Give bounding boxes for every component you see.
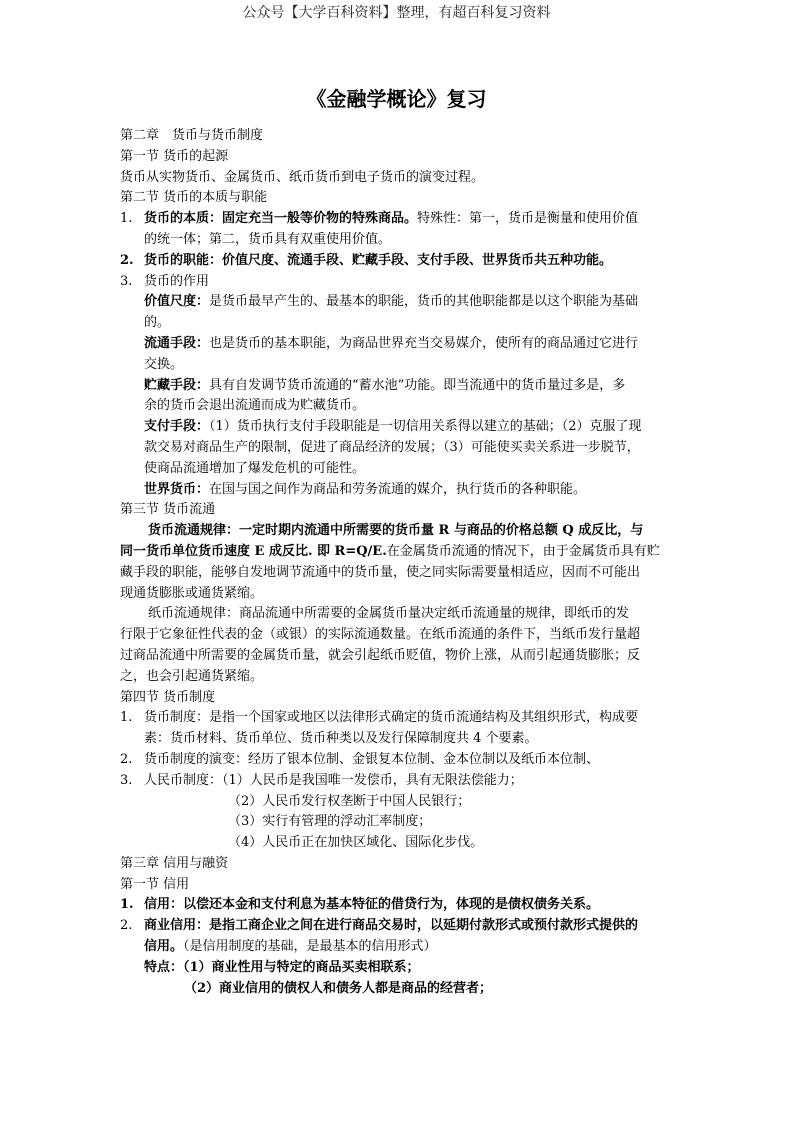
term-label: 流通手段： [144,335,210,351]
term-label: 价值尺度： [144,294,210,310]
list-number: 1. [120,897,134,913]
text-line: 特点：（1）商业性用与特定的商品买卖相联系； [144,959,420,975]
bold-text: 同一货币单位货币速度 E 成反比. 即 R=Q/E. [120,543,387,559]
list-number: 1. [120,710,133,726]
text: 人民币制度：（1）人民币是我国唯一发偿币，具有无限法偿能力； [144,772,523,788]
bold-text: 货币的本质：固定充当一般等价物的特殊商品。 [144,211,418,227]
page-header: 公众号【大学百科资料】整理，有超百科复习资料 [242,5,551,21]
text-line: 之，也会引起通货紧缩。 [120,668,264,684]
term-label: 世界货币： [144,481,210,497]
text-line: 纸币流通规律：商品流通中所需要的金属货币量决定纸币流通量的规律，即纸币的发 [148,606,630,622]
text: 货币制度：是指一个国家或地区以法律形式确定的货币流通结构及其组织形式，构成要 [144,710,639,726]
section-heading: 第一节 信用 [120,876,190,892]
function-line [120,334,680,355]
text-line: （2）商业信用的债权人和债务人都是商品的经营者； [184,980,493,996]
function-line [120,376,680,397]
text-line: 藏手段的职能，能够自发地调节流通中的货币量，使之同实际需要量相适应，因而不可能出 [120,564,641,580]
text-line: 过商品流通中所需要的金属货币量，就会引起纸币贬值，物价上涨，从而引起通货膨胀；反 [120,647,641,663]
list-number: 3. [120,772,133,788]
text: （是信用制度的基础，是最基本的信用形式） [183,939,437,955]
text: 具有自发调节货币流通的“蓄水池”功能。即当流通中的货币量过多是，多 [209,377,626,393]
section-heading: 第二节 货币的本质与职能 [120,190,268,206]
chapter-heading: 第三章 信用与融资 [120,855,229,871]
list-number: 1. [120,211,133,227]
bold-text: 信用：以偿还本金和支付利息为基本特征的借贷行为，体现的是债权债务关系。 [144,897,600,913]
text-line: （4）人民币正在加快区域化、国际化步伐。 [228,835,484,851]
text: 在国与国之间作为商品和劳务流通的媒介，执行货币的各种职能。 [209,481,587,497]
section-heading: 第一节 货币的起源 [120,148,229,164]
section-heading: 第四节 货币制度 [120,689,216,705]
text: （1）货币执行支付手段职能是一切信用关系得以建立的基础；（2）克服了现 [209,419,642,435]
document-body [120,126,680,999]
list-number: 2. [120,918,133,934]
list-item [120,895,680,916]
document-title: 《金融学概论》复习 [306,87,487,111]
list-item [120,209,680,230]
bold-text: 货币的职能：价值尺度、流通手段、贮藏手段、支付手段、世界货币共五种功能。 [144,252,613,268]
text: 货币的作用 [144,273,210,289]
text-line: 现通货膨胀或通货紧缩。 [120,585,264,601]
text-line: （2）人民币发行权垄断于中国人民银行； [228,793,471,809]
function-line [120,292,680,313]
text: 在金属货币流通的情况下，由于金属货币具有贮 [386,543,660,559]
text-line: 货币从实物货币、金属货币、纸币货币到电子货币的演变过程。 [120,169,485,185]
text-line: （3）实行有管理的浮动汇率制度； [228,814,432,830]
list-item [120,916,680,937]
text: 也是货币的基本职能，为商品世界充当交易媒介，使所有的商品通过它进行 [209,335,639,351]
bold-text: 商业信用：是指工商企业之间在进行商品交易时，以延期付款形式或预付款形式提供的 [144,918,639,934]
text-line: 余的货币会退出流通而成为贮藏货币。 [144,398,366,414]
text: 特殊性：第一，货币是衡量和使用价值 [417,211,639,227]
function-line [120,417,680,438]
list-item [120,750,680,771]
text-line: 的。 [144,315,171,331]
text: 是货币最早产生的、最基本的职能，货币的其他职能都是以这个职能为基础 [209,294,639,310]
list-item [120,771,680,792]
list-item [120,272,680,293]
text-line: 款交易对商品生产的限制，促进了商品经济的发展；（3）可能使买卖关系进一步脱节， [144,439,640,455]
term-label: 支付手段： [144,419,210,435]
text: 货币制度的演变：经历了银本位制、金银复本位制、金本位制以及纸币本位制、 [144,751,600,767]
section-heading: 第三节 货币流通 [120,502,216,518]
chapter-heading: 第二章 货币与货币制度 [120,128,264,143]
text-line: 交换。 [144,356,184,372]
bold-text: 货币流通规律：一定时期内流通中所需要的货币量 R 与商品的价格总额 Q 成反比，与 [148,523,644,539]
text-line: 使商品流通增加了爆发危机的可能性。 [144,460,366,476]
function-line [120,480,680,501]
text-line [120,937,680,958]
list-number: 2. [120,252,134,268]
text-line [120,542,680,563]
list-item [120,708,680,729]
text-line: 的统一体；第二，货币具有双重使用价值。 [144,231,392,247]
term-label: 贮藏手段： [144,377,210,393]
list-item [120,251,680,272]
list-number: 3. [120,273,133,289]
bold-text: 信用。 [144,939,184,955]
list-number: 2. [120,751,133,767]
text-line: 素：货币材料、货币单位、货币种类以及发行保障制度共 4 个要素。 [144,731,538,747]
text-line: 行限于它象征性代表的金（或银）的实际流通数量。在纸币流通的条件下，当纸币发行量超 [120,627,641,643]
